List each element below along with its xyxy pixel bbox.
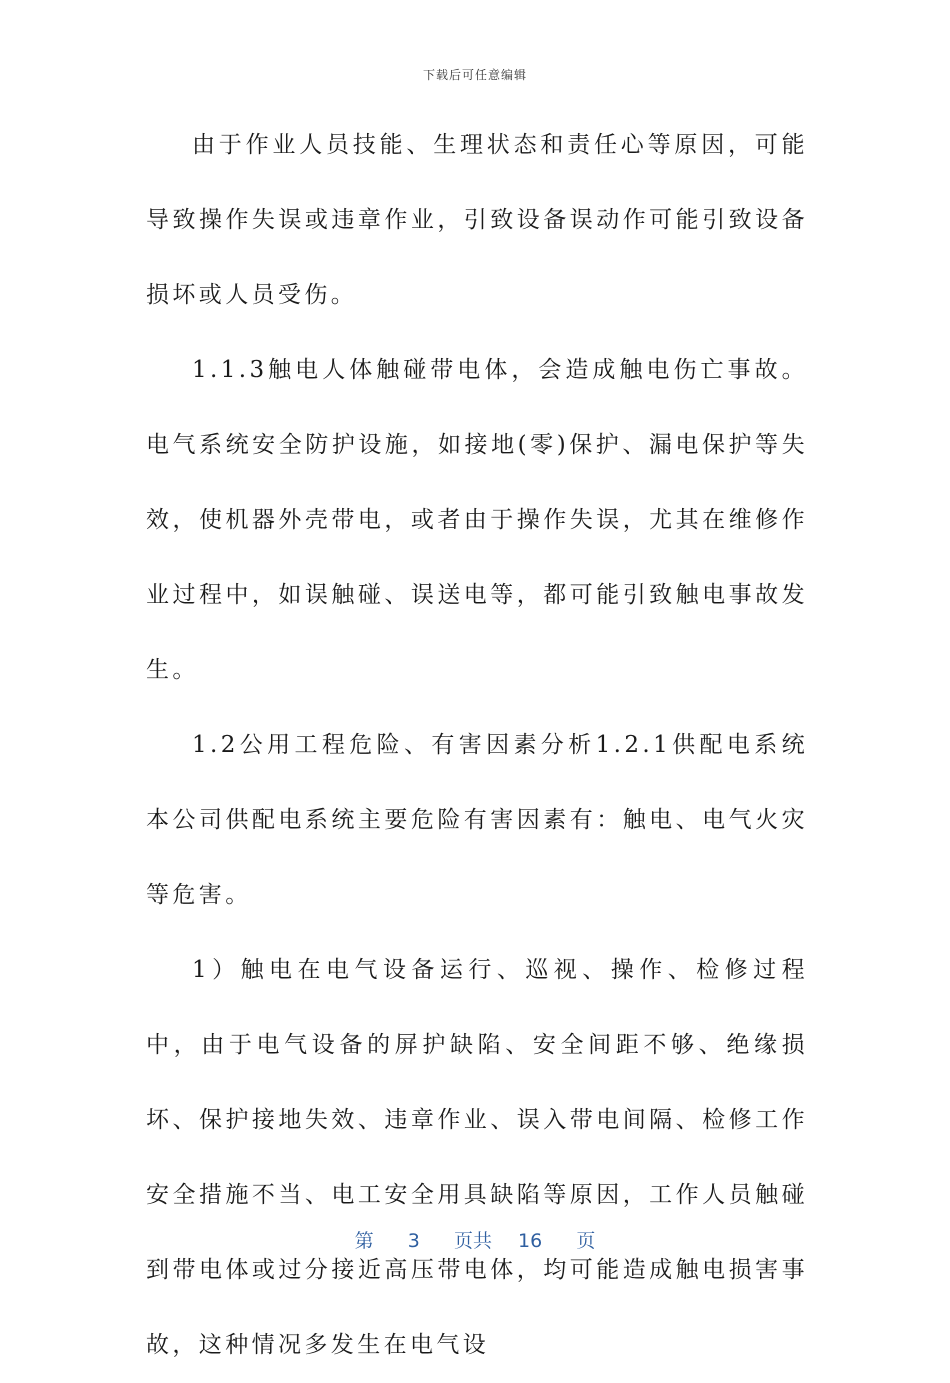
page-total: 16 <box>518 1230 543 1252</box>
document-body <box>146 108 808 1383</box>
paragraph-3: 1.2公用工程危险、有害因素分析1.2.1供配电系统本公司供配电系统主要危险有害因素有：触电、电气火灾等危害。 <box>146 732 808 908</box>
paragraph-1: 由于作业人员技能、生理状态和责任心等原因，可能导致操作失误或违章作业，引致设备误动作可能引致设备损坏或人员受伤。 <box>146 132 808 308</box>
page-suffix: 页 <box>576 1230 596 1252</box>
page-prefix: 第 <box>354 1230 374 1252</box>
header-note: 下载后可任意编辑 <box>422 68 527 82</box>
page-footer <box>0 1226 950 1253</box>
page-current: 3 <box>407 1230 420 1252</box>
page-middle: 页共 <box>453 1230 492 1252</box>
paragraph-4: 1）触电在电气设备运行、巡视、操作、检修过程中，由于电气设备的屏护缺陷、安全间距不够、绝缘损坏、保护接地失效、违章作业、误入带电间隔、检修工作安全措施不当、电工安全用具缺陷等原因，工作人员触碰到带电体或过分接近高压带电体，均可能造成触电损害事故，这种情况多发生在电气设 <box>146 957 808 1358</box>
paragraph-2: 1.1.3触电人体触碰带电体，会造成触电伤亡事故。电气系统安全防护设施，如接地(零)保护、漏电保护等失效，使机器外壳带电，或者由于操作失误，尤其在维修作业过程中，如误触碰、误送电等，都可能引致触电事故发生。 <box>146 357 808 683</box>
